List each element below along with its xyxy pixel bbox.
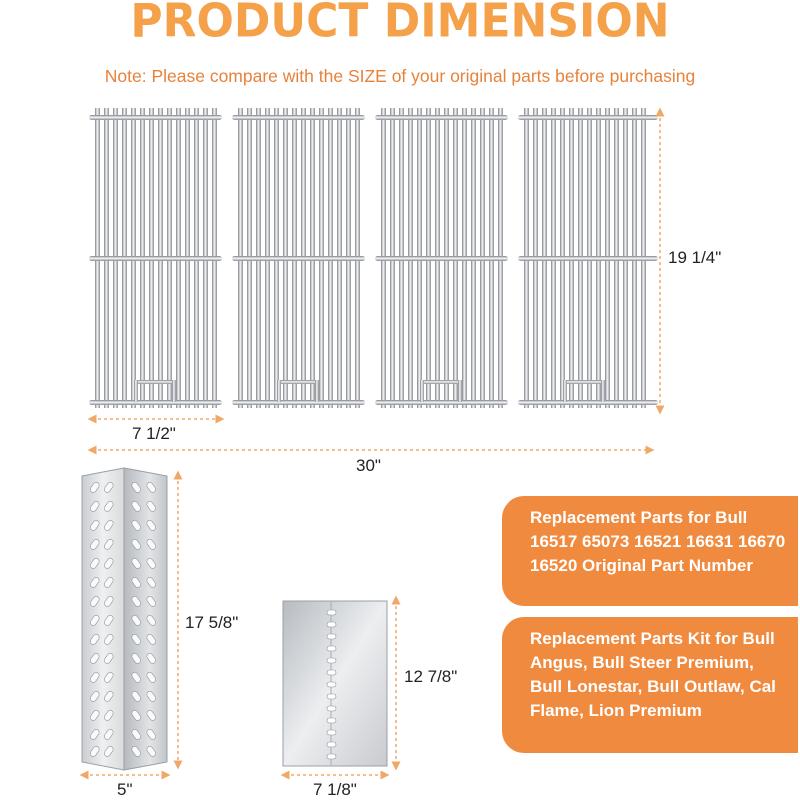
compatible-models-text: Replacement Parts Kit for Bull Angus, Bull Steer Premium, Bull Lonestar, Bull Outlaw, Cal Flame, Lion Premium xyxy=(530,629,776,720)
burner-cover-width-label: 7 1/8" xyxy=(313,780,357,799)
burner-cover-plate xyxy=(283,601,387,766)
purchase-note: Note: Please compare with the SIZE of your original parts before purchasing xyxy=(104,66,696,86)
heat-plate-width-label: 5" xyxy=(117,780,133,799)
grate-width-label: 7 1/2" xyxy=(132,424,176,443)
cooking-grate-2 xyxy=(232,108,365,408)
grate-height-label: 19 1/4" xyxy=(668,248,722,267)
heat-plate-height-label: 17 5/8" xyxy=(185,613,239,632)
burner-cover-height-label: 12 7/8" xyxy=(404,667,458,686)
compatible-models-box xyxy=(502,617,798,753)
total-width-label: 30" xyxy=(356,456,381,475)
cooking-grate-1 xyxy=(89,108,222,408)
original-part-number-text: Replacement Parts for Bull 16517 65073 16521 16631 16670 16520 Original Part Number xyxy=(530,508,786,575)
page-title: PRODUCT DIMENSION xyxy=(130,0,670,49)
original-part-number-box xyxy=(502,496,798,606)
cooking-grate-3 xyxy=(375,108,508,408)
cooking-grate-4 xyxy=(518,108,658,408)
heat-plate xyxy=(82,468,167,770)
